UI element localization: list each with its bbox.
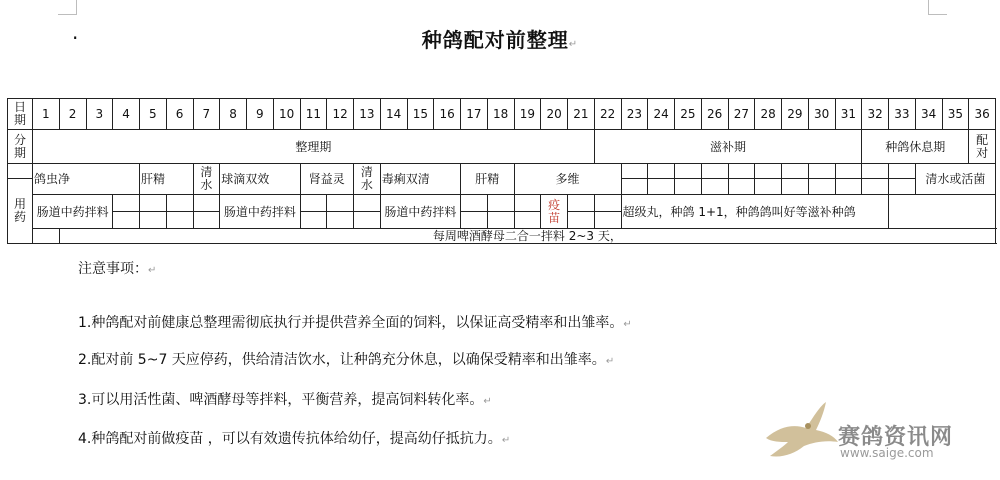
day-cell: 25 <box>675 99 702 130</box>
tonic-cell: 超级丸，种鸽 1+1，种鸽鸽叫好等滋补种鸽 <box>621 195 889 229</box>
day-cell: 26 <box>701 99 728 130</box>
note-item-2: 2.配对前 5~7 天应停药，供给清洁饮水，让种鸽充分休息，以确保受精率和出雏率。↵ <box>78 352 615 368</box>
empty-cell <box>113 212 140 229</box>
day-cell: 17 <box>461 99 488 130</box>
empty-cell <box>808 179 835 195</box>
herb-cell: 肠道中药拌料 <box>220 195 300 229</box>
watermark-logo <box>760 398 985 466</box>
vaccine-cell: 疫苗 <box>541 195 568 229</box>
empty-cell <box>487 195 514 212</box>
med-cell: 多维 <box>514 164 621 195</box>
day-cell: 18 <box>487 99 514 130</box>
watermark-url: www.saige.com <box>840 446 934 460</box>
empty-cell <box>621 179 648 195</box>
med-cell: 球滴双效 <box>220 164 300 195</box>
day-cell: 29 <box>782 99 809 130</box>
day-cell: 22 <box>594 99 621 130</box>
day-cell: 36 <box>969 99 996 130</box>
day-cell: 27 <box>728 99 755 130</box>
period-cell-rest: 种鸽休息期 <box>862 130 969 164</box>
pigeon-logo-icon <box>760 398 840 466</box>
weekly-cell: 每周啤酒酵母二合一拌料 2~3 天， <box>59 229 995 244</box>
empty-cell <box>621 164 648 179</box>
empty-cell <box>8 164 33 179</box>
empty-cell <box>354 212 381 229</box>
day-cell: 30 <box>808 99 835 130</box>
day-cell: 8 <box>220 99 247 130</box>
empty-cell <box>835 179 862 195</box>
empty-cell <box>514 212 541 229</box>
empty-cell <box>889 179 916 195</box>
herb-cell: 肠道中药拌料 <box>380 195 460 229</box>
usage-header-cell: 用药 <box>8 179 33 244</box>
med-cell: 鸽虫净 <box>33 164 140 195</box>
day-cell: 3 <box>86 99 113 130</box>
day-cell: 32 <box>862 99 889 130</box>
day-cell: 10 <box>273 99 300 130</box>
empty-cell <box>835 164 862 179</box>
day-cell: 5 <box>140 99 167 130</box>
day-cell: 20 <box>541 99 568 130</box>
period-cell-tonic: 滋补期 <box>594 130 862 164</box>
day-cell: 4 <box>113 99 140 130</box>
empty-cell <box>648 179 675 195</box>
empty-cell <box>33 229 60 244</box>
med-cell: 清水或活菌 <box>915 164 995 195</box>
note-item-4: 4.种鸽配对前做疫苗 ，可以有效遗传抗体给幼仔，提高幼仔抵抗力。↵ <box>78 431 511 447</box>
meds-row-1 <box>8 164 996 179</box>
day-cell: 13 <box>354 99 381 130</box>
rest-pairing-cell <box>889 195 996 229</box>
med-cell: 肝精 <box>461 164 515 195</box>
med-cell: 肝精 <box>140 164 194 195</box>
day-cell: 31 <box>835 99 862 130</box>
day-cell: 2 <box>59 99 86 130</box>
empty-cell <box>862 164 889 179</box>
period-cell-pairing: 配对 <box>969 130 996 164</box>
empty-cell <box>728 179 755 195</box>
day-cell: 35 <box>942 99 969 130</box>
day-cell: 7 <box>193 99 220 130</box>
day-cell: 15 <box>407 99 434 130</box>
empty-cell <box>701 164 728 179</box>
empty-cell <box>193 212 220 229</box>
day-cell: 16 <box>434 99 461 130</box>
day-row <box>8 99 996 130</box>
empty-cell <box>755 164 782 179</box>
empty-cell <box>166 212 193 229</box>
empty-cell <box>300 195 327 212</box>
empty-cell <box>140 195 167 212</box>
empty-cell <box>113 195 140 212</box>
day-cell: 9 <box>247 99 274 130</box>
day-cell: 14 <box>380 99 407 130</box>
empty-cell <box>193 195 220 212</box>
day-cell: 21 <box>568 99 595 130</box>
empty-cell <box>675 179 702 195</box>
crop-mark-top-right <box>928 0 947 15</box>
empty-cell <box>889 164 916 179</box>
empty-cell <box>675 164 702 179</box>
day-cell: 1 <box>33 99 60 130</box>
empty-cell <box>166 195 193 212</box>
day-cell: 23 <box>621 99 648 130</box>
empty-cell <box>594 195 621 212</box>
med-cell: 清水 <box>354 164 381 195</box>
empty-cell <box>701 179 728 195</box>
empty-cell <box>782 164 809 179</box>
document-title <box>0 24 1000 53</box>
empty-cell <box>461 195 488 212</box>
weekly-row <box>8 229 996 244</box>
period-row <box>8 130 996 164</box>
schedule-table <box>7 98 996 244</box>
bullet-dot: · <box>72 26 79 50</box>
period-header-cell: 分期 <box>8 130 33 164</box>
crop-mark-top-left <box>58 0 77 15</box>
empty-cell <box>461 212 488 229</box>
empty-cell <box>782 179 809 195</box>
day-cell: 12 <box>327 99 354 130</box>
empty-cell <box>568 195 595 212</box>
note-item-3: 3.可以用活性菌、啤酒酵母等拌料，平衡营养，提高饲料转化率。↵ <box>78 392 492 408</box>
empty-cell <box>648 164 675 179</box>
empty-cell <box>327 195 354 212</box>
day-header-cell: 日期 <box>8 99 33 130</box>
empty-cell <box>354 195 381 212</box>
empty-cell <box>862 179 889 195</box>
day-cell: 34 <box>915 99 942 130</box>
paragraph-mark: ↵ <box>568 39 579 50</box>
day-cell: 6 <box>166 99 193 130</box>
empty-cell <box>808 164 835 179</box>
day-cell: 33 <box>889 99 916 130</box>
empty-cell <box>327 212 354 229</box>
med-cell: 清水 <box>193 164 220 195</box>
day-cell: 24 <box>648 99 675 130</box>
day-cell: 11 <box>300 99 327 130</box>
empty-cell <box>140 212 167 229</box>
empty-cell <box>514 195 541 212</box>
empty-cell <box>728 164 755 179</box>
watermark-text: 赛鸽资讯网 <box>838 425 954 450</box>
empty-cell <box>568 212 595 229</box>
day-cell: 19 <box>514 99 541 130</box>
empty-cell <box>594 212 621 229</box>
notes-header: 注意事项：↵ <box>78 261 157 277</box>
empty-cell <box>300 212 327 229</box>
note-item-1: 1.种鸽配对前健康总整理需彻底执行并提供营养全面的饲料，以保证高受精率和出雏率。↵ <box>78 315 632 331</box>
empty-cell <box>755 179 782 195</box>
herb-cell: 肠道中药拌料 <box>33 195 113 229</box>
title-text: 种鸽配对前整理 <box>421 28 569 52</box>
meds-row-3 <box>8 195 996 212</box>
day-cell: 28 <box>755 99 782 130</box>
med-cell: 肾益灵 <box>300 164 354 195</box>
empty-cell <box>487 212 514 229</box>
period-cell-organize: 整理期 <box>33 130 595 164</box>
med-cell: 毒痢双清 <box>380 164 460 195</box>
